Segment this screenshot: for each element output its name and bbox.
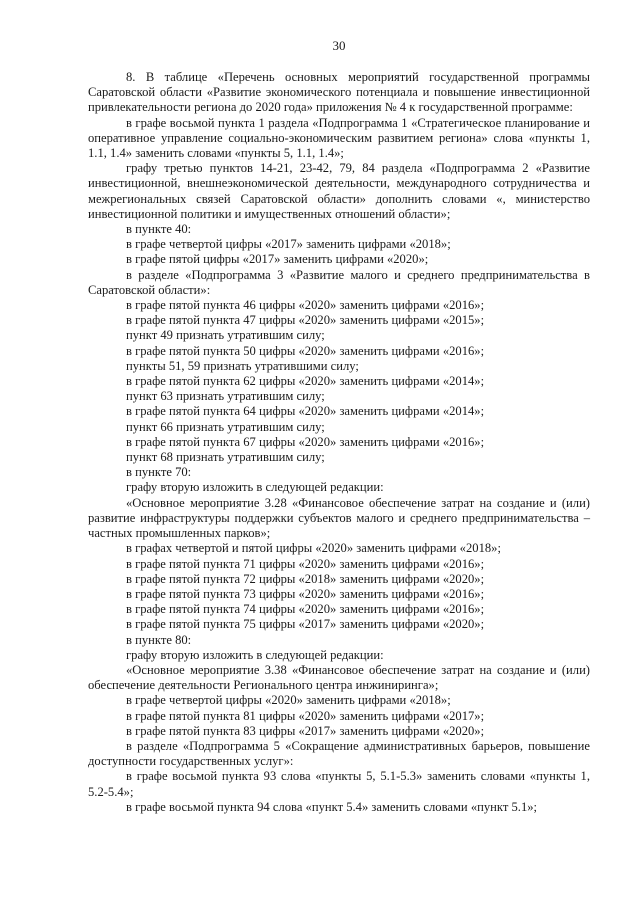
paragraph-line: в графе пятой пункта 67 цифры «2020» заменить цифрами «2016»; <box>126 434 485 449</box>
paragraph-line: пункт 68 признать утратившим силу; <box>126 450 325 465</box>
paragraph-line: в графе четвертой цифры «2020» заменить цифрами «2018»; <box>126 693 451 708</box>
paragraph-line: пункты 51, 59 признать утратившими силу; <box>126 358 359 373</box>
paragraph-line: в пункте 40: <box>126 222 192 237</box>
paragraph-line: в пункте 70: <box>126 465 192 480</box>
paragraph-subprogram-5: в разделе «Подпрограмма 5 «Сокращение административных барьеров, повышение доступности государственных услуг»: <box>88 738 590 769</box>
paragraph-line: пункт 49 признать утратившим силу; <box>126 328 325 343</box>
paragraph-intro: 8. В таблице «Перечень основных мероприятий государственной программы Саратовской области «Развитие экономического потенциала и повышение инвестиционной привлекательности региона до 2020 года» приложения № 4 к государственной программе: <box>88 70 590 115</box>
paragraph-subprogram-1: в графе восьмой пункта 1 раздела «Подпрограмма 1 «Стратегическое планирование и оперативное управление социально-экономическим развитием региона» слова «пункты 1, 1.1, 1.4» заменить словами «пункты 5, 1.1, 1.4»; <box>88 115 590 161</box>
paragraph-line: в графе пятой пункта 62 цифры «2020» заменить цифрами «2014»; <box>126 374 485 389</box>
paragraph-line: в графе пятой пункта 74 цифры «2020» заменить цифрами «2016»; <box>126 602 485 617</box>
paragraph-line: пункт 63 признать утратившим силу; <box>126 389 325 404</box>
paragraph-line: в графе пятой пункта 64 цифры «2020» заменить цифрами «2014»; <box>126 404 485 419</box>
paragraph-measure-3-38: «Основное мероприятие 3.38 «Финансовое обеспечение затрат на создание и (или) обеспечение деятельности Регионального центра инжиниринга»; <box>88 662 590 693</box>
paragraph-line: в графе пятой пункта 81 цифры «2020» заменить цифрами «2017»; <box>126 708 485 723</box>
document-body <box>88 70 590 815</box>
paragraph-measure-3-28: «Основное мероприятие 3.28 «Финансовое обеспечение затрат на создание и (или) развитие инфраструктуры поддержки субъектов малого и среднего предпринимательства – частных промышленных парков»; <box>88 495 590 541</box>
paragraph-subprogram-2: графу третью пунктов 14-21, 23-42, 79, 84 раздела «Подпрограмма 2 «Развитие инвестиционной, внешнеэкономической деятельности, международного сотрудничества и межрегиональных связей Саратовской области» дополнить словами «, министерство инвестиционной политики и имущественных отношений области»; <box>88 161 590 221</box>
paragraph-point-93: в графе восьмой пункта 93 слова «пункты 5, 5.1-5.3» заменить словами «пункты 1, 5.2-5.4»; <box>88 769 590 799</box>
paragraph-line: графу вторую изложить в следующей редакции: <box>126 647 384 662</box>
paragraph-line: в графе пятой пункта 75 цифры «2017» заменить цифрами «2020»; <box>126 617 485 632</box>
paragraph-line: в графе пятой цифры «2017» заменить цифрами «2020»; <box>126 252 429 267</box>
paragraph-subprogram-3: в разделе «Подпрограмма 3 «Развитие малого и среднего предпринимательства в Саратовской области»: <box>88 267 590 297</box>
paragraph-line: в графе пятой пункта 72 цифры «2018» заменить цифрами «2020»; <box>126 571 485 586</box>
paragraph-line: пункт 66 признать утратившим силу; <box>126 419 325 434</box>
paragraph-line: в графе пятой пункта 73 цифры «2020» заменить цифрами «2016»; <box>126 586 485 601</box>
paragraph-line: в графе пятой пункта 46 цифры «2020» заменить цифрами «2016»; <box>126 298 485 313</box>
paragraph-line: в графе пятой пункта 71 цифры «2020» заменить цифрами «2016»; <box>126 556 485 571</box>
paragraph-line: в пункте 80: <box>126 632 192 647</box>
paragraph-line: в графе пятой пункта 83 цифры «2017» заменить цифрами «2020»; <box>126 723 485 738</box>
paragraph-line: в графе восьмой пункта 94 слова «пункт 5.4» заменить словами «пункт 5.1»; <box>126 799 538 814</box>
paragraph-line: в графах четвертой и пятой цифры «2020» заменить цифрами «2018»; <box>126 541 501 556</box>
paragraph-line: в графе пятой пункта 47 цифры «2020» заменить цифрами «2015»; <box>126 313 485 328</box>
paragraph-line: в графе пятой пункта 50 цифры «2020» заменить цифрами «2016»; <box>126 343 485 358</box>
paragraph-line: в графе четвертой цифры «2017» заменить цифрами «2018»; <box>126 237 451 252</box>
paragraph-line: графу вторую изложить в следующей редакции: <box>126 480 384 495</box>
page-number: 30 <box>332 38 346 53</box>
